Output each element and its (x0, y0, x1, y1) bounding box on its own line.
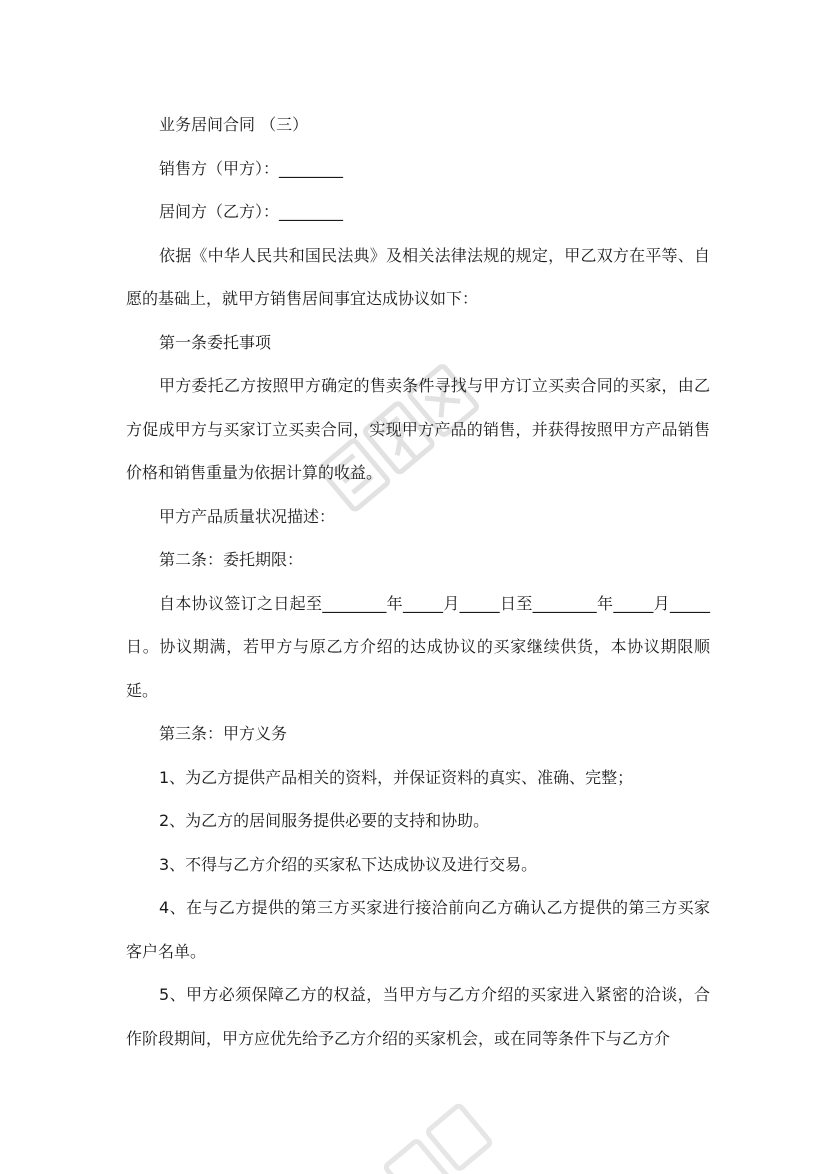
obligation-item-4: 4、在与乙方提供的第三方买家进行接洽前向乙方确认乙方提供的第三方买家客户名单。 (126, 898, 710, 961)
obligation-item-2: 2、为乙方的居间服务提供必要的支持和协助。 (159, 811, 490, 830)
preamble-paragraph: 依据《中华人民共和国民法典》及相关法律法规的规定，甲乙双方在平等、自愿的基础上，就甲方销售居间事宜达成协议如下： (126, 245, 710, 308)
obligation-item-1: 1、为乙方提供产品相关的资料，并保证资料的真实、准确、完整； (159, 767, 634, 787)
obligation-item-5: 5、甲方必须保障乙方的权益，当甲方与乙方介绍的买家进入紧密的洽谈，合作阶段期间，甲方应优先给予乙方介绍的买家机会，或在同等条件下与乙方介 (126, 985, 710, 1048)
article-3-heading: 第三条：甲方义务 (159, 724, 288, 743)
seller-party-line: 销售方（甲方）：________ (159, 158, 344, 178)
article-1-heading: 第一条委托事项 (159, 332, 272, 352)
contract-title: 业务居间合同 （三） (159, 115, 309, 134)
article-1-paragraph: 甲方委托乙方按照甲方确定的售卖条件寻找与甲方订立买卖合同的买家，由乙方促成甲方与买家订立买卖合同，实现甲方产品的销售，并获得按照甲方产品销售价格和销售重量为依据计算的收益。 (126, 376, 710, 482)
quality-description-line: 甲方产品质量状况描述： (159, 506, 336, 526)
contract-body (126, 103, 710, 1060)
watermark-logo-bottom (330, 1090, 510, 1174)
term-paragraph: 自本协议签订之日起至________年_____月_____日至________年_____月_____日。协议期满，若甲方与原乙方介绍的达成协议的买家继续供货，本协议期限顺延。 (126, 593, 710, 700)
broker-party-line: 居间方（乙方）：________ (159, 202, 344, 221)
article-2-heading: 第二条：委托期限： (159, 550, 304, 569)
obligation-item-3: 3、不得与乙方介绍的买家私下达成协议及进行交易。 (159, 854, 538, 874)
